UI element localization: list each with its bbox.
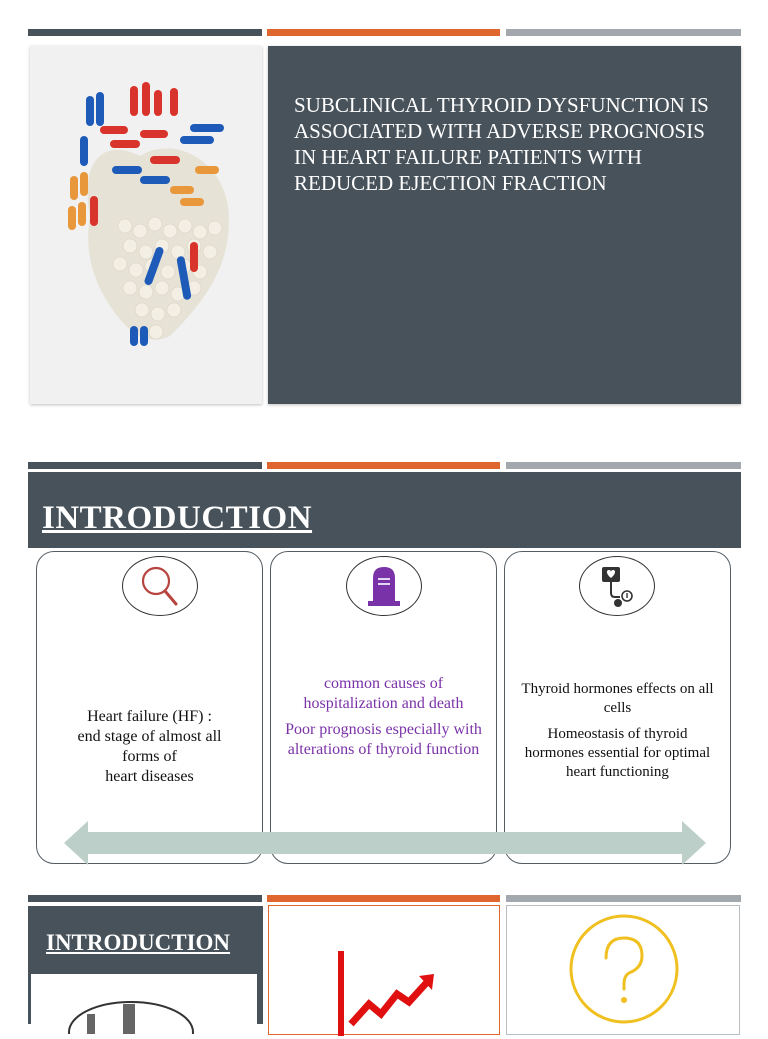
card-paragraph: common causes of hospitalization and death: [303, 675, 464, 712]
accent-bar-gray: [506, 462, 741, 469]
heart-monitor-icon: [579, 556, 655, 616]
section-heading: INTRODUCTION: [46, 930, 231, 955]
rising-trend-icon: [269, 906, 501, 1036]
intro-card-heart-failure: [36, 551, 263, 864]
accent-bar-gray: [506, 895, 741, 902]
card-line: end stage of almost all: [77, 728, 222, 745]
accent-bar-gray: [506, 29, 741, 36]
section-header: [28, 906, 263, 1024]
title-panel: [268, 46, 741, 404]
card-text: [511, 680, 724, 782]
gravestone-icon: [346, 556, 422, 616]
card-paragraph: Poor prognosis especially with alterations of thyroid function: [285, 721, 482, 758]
section-heading: INTRODUCTION: [42, 500, 313, 536]
card-paragraph: Thyroid hormones effects on all cells: [521, 681, 714, 716]
card-text: [277, 674, 490, 760]
double-arrow-icon: [64, 819, 706, 867]
question-panel: [506, 905, 740, 1035]
accent-bar-orange: [267, 895, 500, 902]
card-text: [43, 707, 256, 787]
accent-bar-orange: [267, 29, 500, 36]
question-mark-icon: [507, 906, 741, 1036]
heart-pills-image: [30, 46, 262, 404]
accent-bar-orange: [267, 462, 500, 469]
card-line: heart diseases: [105, 768, 194, 785]
intro-card-thyroid: [504, 551, 731, 864]
intro-card-mortality: [270, 551, 497, 864]
presentation-title: SUBCLINICAL THYROID DYSFUNCTION IS ASSOCIATED WITH ADVERSE PROGNOSIS IN HEART FAILURE PATIENTS WITH REDUCED EJECTION FRACTION: [294, 93, 709, 195]
section-header: [28, 472, 741, 548]
chart-icon: [31, 974, 257, 1034]
card-paragraph: Homeostasis of thyroid hormones essential for optimal heart functioning: [524, 726, 711, 780]
card-line: forms of: [122, 748, 177, 765]
accent-bar-dark: [28, 462, 262, 469]
magnifier-icon: [122, 556, 198, 616]
card-line: Heart failure (HF) :: [87, 708, 212, 725]
accent-bar-dark: [28, 29, 262, 36]
trend-panel: [268, 905, 500, 1035]
accent-bar-dark: [28, 895, 262, 902]
